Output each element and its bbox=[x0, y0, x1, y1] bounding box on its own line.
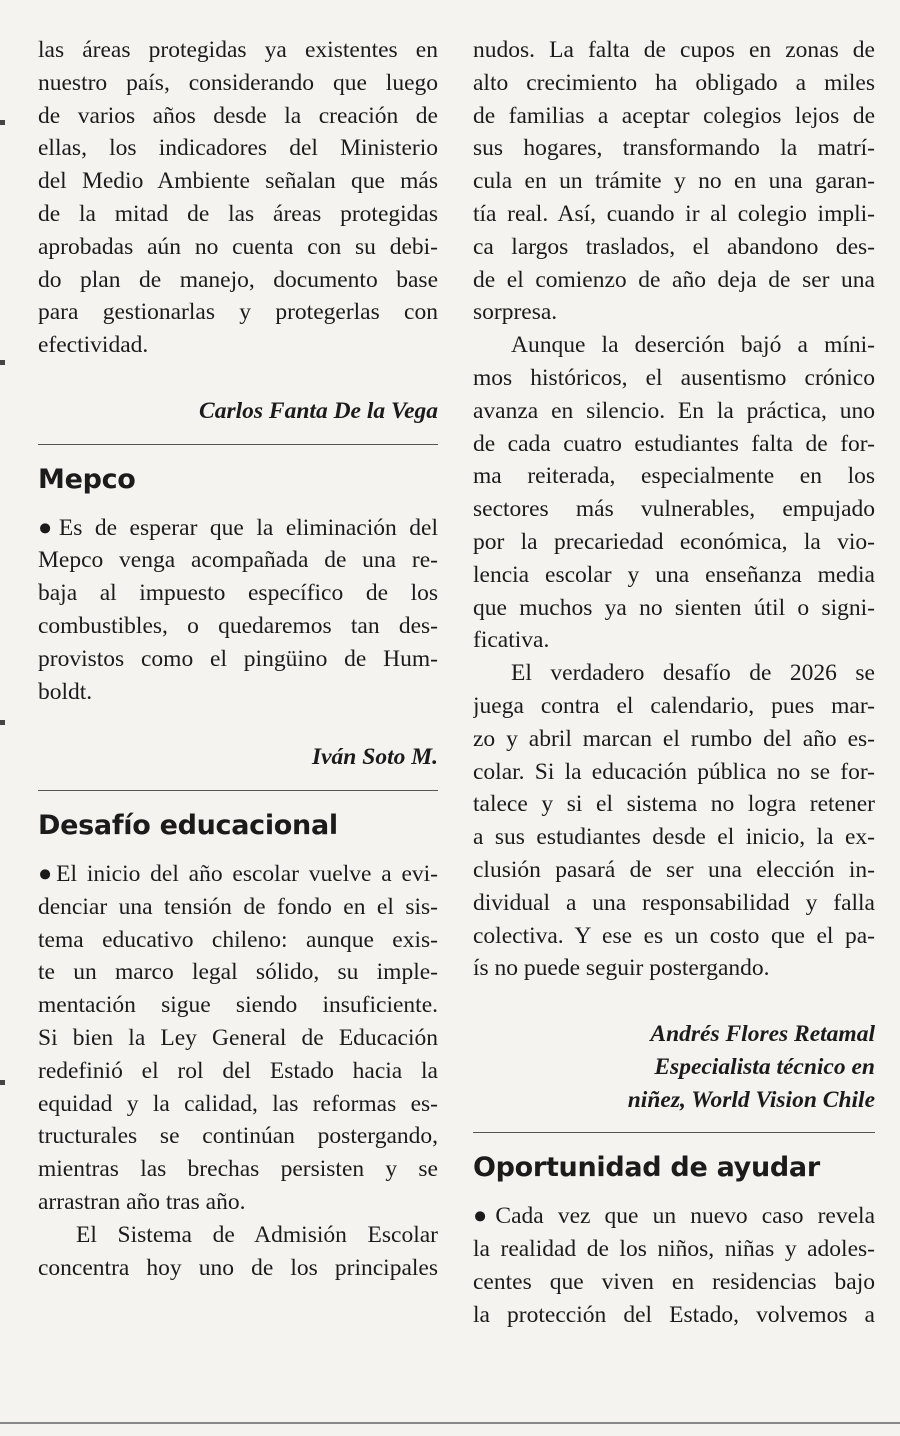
text-line: te un marco legal sólido, su imple- bbox=[38, 959, 438, 986]
text-line: sectores más vulnerables, empujado bbox=[473, 496, 875, 523]
text-line: de la mitad de las áreas protegidas bbox=[38, 200, 438, 227]
text-line: para gestionarlas y protegerlas con bbox=[38, 299, 438, 326]
text-line: colar. Si la educación pública no se for- bbox=[473, 758, 875, 785]
section-divider bbox=[473, 1132, 875, 1133]
text-line: mos históricos, el ausentismo crónico bbox=[473, 364, 875, 391]
text-line: ficativa. bbox=[473, 627, 550, 654]
text-line: ís no puede seguir postergando. bbox=[473, 955, 770, 982]
text-line: boldt. bbox=[38, 678, 93, 705]
text-line: nuestro país, considerando que luego bbox=[38, 69, 438, 96]
text-line: redefinió el rol del Estado hacia la bbox=[38, 1057, 438, 1084]
text-line: tema educativo chileno: aunque exis- bbox=[38, 926, 438, 953]
text-line: dividual a una responsabilidad y falla bbox=[473, 889, 875, 916]
text-line: talece y si el sistema no logra retener bbox=[473, 791, 875, 818]
text-line: la protección del Estado, volvemos a bbox=[473, 1301, 875, 1328]
text-line: ma reiterada, especialmente en los bbox=[473, 463, 875, 490]
desafio-continued-p3 bbox=[473, 657, 875, 985]
left-column bbox=[38, 34, 438, 1284]
text-line: tructurales se continúan postergando, bbox=[38, 1123, 438, 1150]
text-line: Aunque la deserción bajó a míni- bbox=[511, 332, 875, 359]
intro-paragraph bbox=[38, 34, 438, 362]
oportunidad-letter bbox=[473, 1200, 875, 1331]
margin-mark bbox=[0, 120, 5, 125]
desafio-continued-p1 bbox=[473, 34, 875, 329]
desafio-continued-p2 bbox=[473, 329, 875, 657]
text-line: concentra hoy uno de los principales bbox=[38, 1254, 438, 1281]
text-line: arrastran año tras año. bbox=[38, 1188, 246, 1215]
text-line: de varios años desde la creación de bbox=[38, 102, 438, 129]
text-line: las áreas protegidas ya existentes en bbox=[38, 37, 438, 63]
margin-mark bbox=[0, 720, 5, 725]
text-line: de cada cuatro estudiantes falta de for- bbox=[473, 430, 875, 457]
text-line: avanza en silencio. En la práctica, uno bbox=[473, 397, 875, 424]
text-line: centes que viven en residencias bajo bbox=[473, 1268, 875, 1295]
text-line: combustibles, o quedaremos tan des- bbox=[38, 612, 438, 639]
signature-line: Andrés Flores Retamal bbox=[650, 1020, 875, 1047]
heading-desafio-educacional: Desafío educacional bbox=[38, 809, 338, 841]
text-line: alto crecimiento ha obligado a miles bbox=[473, 69, 875, 96]
text-line: sorpresa. bbox=[473, 299, 558, 326]
text-line: do plan de manejo, documento base bbox=[38, 266, 438, 293]
text-line: mentación sigue siendo insuficiente. bbox=[38, 992, 438, 1019]
margin-mark bbox=[0, 360, 5, 365]
text-line: zo y abril marcan el rumbo del año es- bbox=[473, 725, 875, 752]
text-line: a sus estudiantes desde el inicio, la ex- bbox=[473, 824, 875, 851]
signature-flores bbox=[473, 1018, 875, 1116]
text-line: cula en un trámite y no en una garan- bbox=[473, 168, 875, 195]
text-line: ●Es de esperar que la eliminación del bbox=[38, 514, 438, 541]
text-line: El verdadero desafío de 2026 se bbox=[511, 660, 875, 687]
text-line: mientras las brechas persisten y se bbox=[38, 1156, 438, 1183]
signature-fanta: Carlos Fanta De la Vega bbox=[199, 397, 438, 424]
text-line: aprobadas aún no cuenta con su debi- bbox=[38, 233, 438, 260]
heading-mepco: Mepco bbox=[38, 463, 136, 495]
heading-oportunidad-de-ayudar: Oportunidad de ayudar bbox=[473, 1152, 820, 1184]
text-line: nudos. La falta de cupos en zonas de bbox=[473, 37, 875, 63]
text-line: juega contra el calendario, pues mar- bbox=[473, 692, 875, 719]
text-line: equidad y la calidad, las reformas es- bbox=[38, 1090, 438, 1117]
margin-mark bbox=[0, 1080, 5, 1085]
text-line: ca largos traslados, el abandono des- bbox=[473, 233, 875, 260]
text-line: ●Cada vez que un nuevo caso revela bbox=[473, 1203, 875, 1230]
signature-soto: Iván Soto M. bbox=[311, 744, 438, 771]
text-line: clusión pasará de ser una elección in- bbox=[473, 856, 875, 883]
text-line: ●El inicio del año escolar vuelve a evi- bbox=[38, 860, 438, 887]
text-line: denciar una tensión de fondo en el sis- bbox=[38, 893, 438, 920]
text-line: del Medio Ambiente señalan que más bbox=[38, 168, 438, 195]
text-line: efectividad. bbox=[38, 332, 149, 359]
mepco-letter bbox=[38, 512, 438, 709]
text-line: El Sistema de Admisión Escolar bbox=[76, 1221, 438, 1248]
page-bottom-edge bbox=[0, 1422, 900, 1424]
text-line: de el comienzo de año deja de ser una bbox=[473, 266, 875, 293]
text-line: por la precariedad económica, la vio- bbox=[473, 528, 875, 555]
section-divider bbox=[38, 790, 438, 791]
text-line: que muchos ya no sienten útil o signi- bbox=[473, 594, 875, 621]
text-line: provistos como el pingüino de Hum- bbox=[38, 645, 438, 672]
text-line: sus hogares, transformando la matrí- bbox=[473, 135, 875, 162]
signature-line: niñez, World Vision Chile bbox=[627, 1086, 875, 1113]
section-divider bbox=[38, 444, 438, 445]
text-line: colectiva. Y ese es un costo que el pa- bbox=[473, 922, 875, 949]
text-line: ellas, los indicadores del Ministerio bbox=[38, 135, 438, 162]
right-column bbox=[473, 34, 875, 1331]
desafio-letter bbox=[38, 858, 438, 1284]
text-line: de familias a aceptar colegios lejos de bbox=[473, 102, 875, 129]
text-line: la realidad de los niños, niñas y adoles- bbox=[473, 1236, 875, 1263]
text-line: tía real. Así, cuando ir al colegio impli- bbox=[473, 200, 875, 227]
signature-line: Especialista técnico en bbox=[654, 1053, 875, 1080]
text-line: baja al impuesto específico de los bbox=[38, 580, 438, 607]
text-line: Si bien la Ley General de Educación bbox=[38, 1024, 438, 1051]
text-line: Mepco venga acompañada de una re- bbox=[38, 547, 438, 574]
text-line: lencia escolar y una enseñanza media bbox=[473, 561, 875, 588]
